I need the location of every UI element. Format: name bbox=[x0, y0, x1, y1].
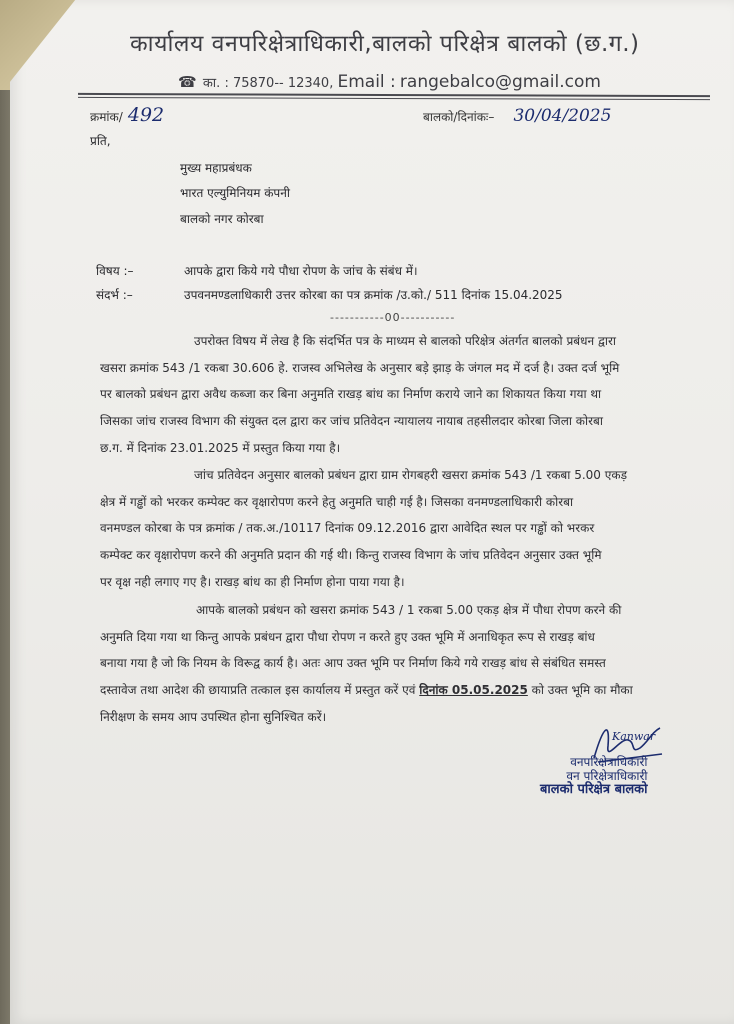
phone-icon: ☎ bbox=[178, 73, 197, 91]
date-label: बालको/दिनांकः– bbox=[423, 110, 495, 124]
paragraph-line: जांच प्रतिवेदन अनुसार बालको प्रबंधन द्वारा ग्राम रोगबहरी खसरा क्रमांक 543 /1 रकबा 5.00 एकड़ bbox=[194, 468, 628, 482]
date-value: 30/04/2025 bbox=[513, 106, 612, 126]
paragraph-line: खसरा क्रमांक 543 /1 रकबा 30.606 हे. राजस्व अभिलेख के अनुसार बड़े झाड़ के जंगल मद में दर्ज है। उक्त दर्ज भूमि bbox=[100, 360, 620, 375]
paragraph-line: बनाया गया है जो कि नियम के विरूद्व कार्य है। अतः आप उक्त भूमि पर निर्माण किये गये राखड़ बांध से संबंधित समस्त bbox=[100, 656, 606, 671]
signature-block bbox=[540, 755, 648, 797]
kramank-number: 492 bbox=[127, 104, 165, 126]
paragraph-line: आपके बालको प्रबंधन को खसरा क्रमांक 543 / 1 रकबा 5.00 एकड़ क्षेत्र में पौधा रोपण करने की bbox=[196, 603, 622, 617]
paragraph-line: कम्पेक्ट कर वृक्षारोपण करने की अनुमति प्रदान की गई थी। किन्तु राजस्व विभाग के जांच प्रतिवेदन अनुसार उक्त भूमि bbox=[100, 548, 602, 563]
reference-text: उपवनमण्डलाधिकारी उत्तर कोरबा का पत्र क्रमांक /उ.को./ 511 दिनांक 15.04.2025 bbox=[184, 288, 563, 302]
email-label: Email : bbox=[337, 72, 396, 92]
prati: प्रति, bbox=[90, 134, 111, 148]
paragraph-line: वनमण्डल कोरबा के पत्र क्रमांक / तक.अ./10117 दिनांक 09.12.2016 द्वारा आवेदित स्थल पर गड्ढों को भरकर bbox=[100, 521, 595, 536]
paragraph-line: पर बालको प्रबंधन द्वारा अवैध कब्जा कर बिना अनुमति राखड़ बांध का निर्माण कराये जाने का शिकायत किया गया था bbox=[100, 387, 602, 402]
date-block bbox=[423, 106, 611, 126]
email-address: rangebalco@gmail.com bbox=[399, 72, 601, 92]
stamp-designation: वन परिक्षेत्राधिकारी bbox=[566, 769, 648, 783]
designation-line: वनपरिक्षेत्राधिकारी bbox=[570, 755, 648, 769]
kramank-label: क्रमांक/ bbox=[90, 110, 123, 124]
paragraph-line: जिसका जांच राजस्व विभाग की संयुक्त दल द्वारा कर जांच प्रतिवेदन न्यायालय नायाब तहसीलदार कोरबा जिला कोरबा bbox=[100, 414, 603, 429]
recipient-line: मुख्य महाप्रबंधक bbox=[180, 161, 252, 175]
subject-label: विषय :– bbox=[96, 264, 134, 278]
reference-label: संदर्भ :– bbox=[96, 288, 133, 302]
paragraph-line: निरीक्षण के समय आप उपस्थित होना सुनिश्चित करें। bbox=[100, 709, 327, 724]
paragraph-1 bbox=[100, 328, 619, 462]
subject-text: आपके द्वारा किये गये पौधा रोपण के जांच के संबंध में। bbox=[184, 264, 418, 278]
paragraph-line bbox=[100, 677, 633, 704]
signature-text: Kanwar bbox=[612, 730, 656, 743]
inspection-date: दिनांक 05.05.2025 bbox=[419, 683, 528, 698]
paragraph-line: पर वृक्ष नही लगाए गए है। राखड़ बांध का ही निर्माण होना पाया गया है। bbox=[100, 574, 405, 589]
phone-label: का. : bbox=[202, 76, 229, 91]
office-title: कार्यालय वनपरिक्षेत्राधिकारी,बालको परिक्षेत्र बालको (छ.ग.) bbox=[130, 31, 640, 57]
paragraph-3 bbox=[100, 597, 633, 731]
paragraph-line: क्षेत्र में गड्ढों को भरकर कम्पेक्ट कर वृक्षारोपण करने हेतु अनुमति चाही गई है। जिसका वनमण्डलाधिकारी कोरबा bbox=[100, 494, 574, 509]
paragraph-2 bbox=[100, 462, 627, 596]
paragraph-text: दस्तावेज तथा आदेश की छायाप्रति तत्काल इस कार्यालय में प्रस्तुत करें एवं bbox=[100, 683, 416, 698]
separator: -----------00----------- bbox=[330, 311, 456, 324]
paragraph-line: अनुमति दिया गया था किन्तु आपके प्रबंधन द्वारा पौधा रोपण न करते हुए उक्त भूमि में अनाधिकृत रूप से राखड़ बांध bbox=[100, 629, 595, 644]
paragraph-line: उपरोक्त विषय में लेख है कि संदर्भित पत्र के माध्यम से बालको परिक्षेत्र अंतर्गत बालको प्रबंधन द्वारा bbox=[194, 334, 617, 348]
recipient-line: भारत एल्युमिनियम कंपनी bbox=[180, 186, 290, 200]
phone-number: 75870-- 12340, bbox=[232, 76, 334, 91]
contact-line bbox=[178, 72, 601, 92]
kramank bbox=[90, 104, 164, 126]
paragraph-line: छ.ग. में दिनांक 23.01.2025 में प्रस्तुत किया गया है। bbox=[100, 440, 341, 455]
stamp-office: बालको परिक्षेत्र बालको bbox=[540, 782, 648, 797]
paragraph-text: को उक्त भूमि का मौका bbox=[531, 683, 633, 698]
recipient-line: बालको नगर कोरबा bbox=[180, 212, 264, 226]
